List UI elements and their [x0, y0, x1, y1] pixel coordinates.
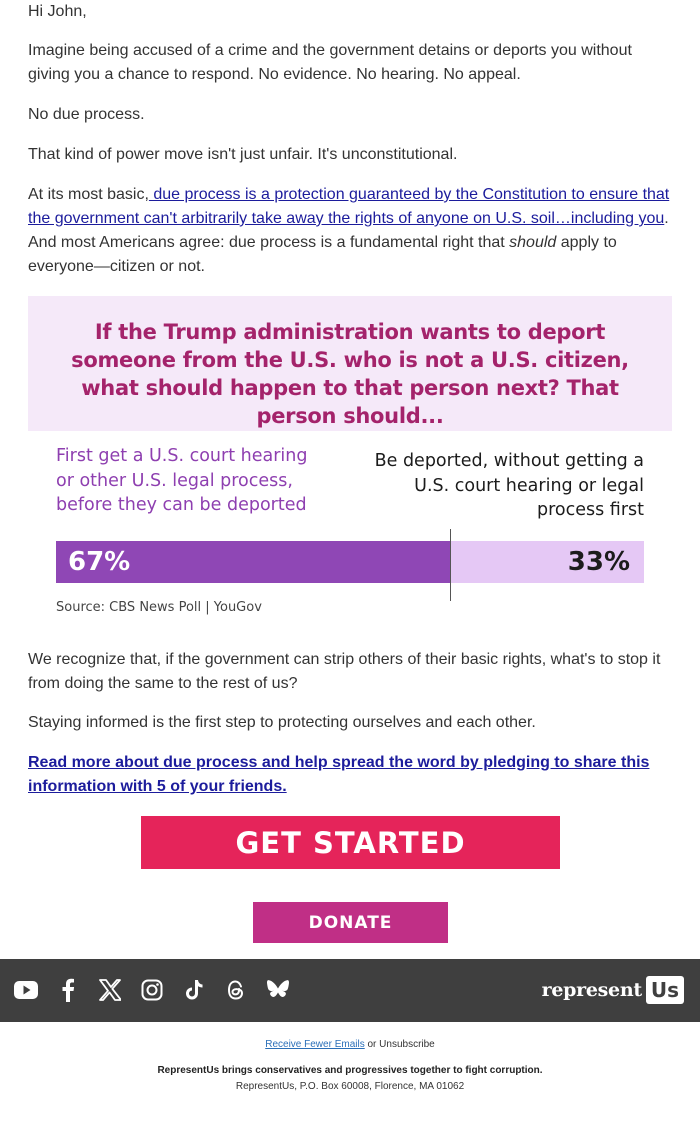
instagram-icon[interactable]: [138, 976, 166, 1004]
logo-word: represent: [541, 979, 642, 1001]
poll-option-hearing: First get a U.S. court hearing or other U.S. legal process, before they can be deported: [56, 446, 308, 515]
unsubscribe-text[interactable]: or Unsubscribe: [364, 1039, 435, 1050]
poll-bar-divider: [450, 529, 451, 601]
get-started-button[interactable]: GET STARTED: [141, 816, 560, 869]
tiktok-icon[interactable]: [180, 976, 208, 1004]
footer-social-bar: [0, 959, 700, 1022]
youtube-icon[interactable]: [12, 976, 40, 1004]
basic-suffix: apply to everyone—citizen or not.: [28, 234, 617, 275]
threads-icon[interactable]: [222, 976, 250, 1004]
poll-option-deported: Be deported, without getting a U.S. court hearing or legal process first: [374, 451, 644, 520]
basic-emphasis: should: [509, 234, 557, 251]
paragraph-imagine: Imagine being accused of a crime and the government detains or deports you without giving you a chance to respond. No evidence. No hearing. No appeal.: [28, 42, 632, 83]
paragraph-no-due-process: No due process.: [28, 106, 145, 123]
email-preferences: [0, 1039, 700, 1050]
greeting: Hi John,: [28, 3, 87, 20]
poll-bar: [56, 541, 644, 583]
paragraph-read-more: [28, 751, 672, 799]
footer-address: RepresentUs, P.O. Box 60008, Florence, MA 01062: [235, 1081, 465, 1092]
paragraph-power-move: That kind of power move isn't just unfair. It's unconstitutional.: [28, 146, 458, 163]
poll-value-hearing: 67%: [68, 547, 131, 577]
bluesky-icon[interactable]: [264, 976, 292, 1004]
footer-tagline: RepresentUs brings conservatives and progressives together to fight corruption.: [157, 1065, 543, 1076]
basic-prefix: At its most basic,: [28, 186, 149, 203]
due-process-link[interactable]: due process is a protection guaranteed by the Constitution to ensure that the government can't arbitrarily take away the rights of anyone on U.S. soil…including you: [28, 186, 670, 227]
donate-button[interactable]: DONATE: [253, 902, 448, 943]
poll-source: Source: CBS News Poll | YouGov: [56, 600, 262, 615]
logo-us-badge: Us: [646, 976, 684, 1004]
basic-mid: . And most Americans agree: due process is a fundamental right that: [28, 210, 669, 251]
x-icon[interactable]: [96, 976, 124, 1004]
receive-fewer-emails-link[interactable]: Receive Fewer Emails: [265, 1039, 365, 1050]
facebook-icon[interactable]: [54, 976, 82, 1004]
representus-logo[interactable]: [542, 973, 684, 1007]
paragraph-staying-informed: Staying informed is the first step to protecting ourselves and each other.: [28, 714, 536, 731]
read-more-link[interactable]: Read more about due process and help spread the word by pledging to share this information with 5 of your friends.: [28, 754, 650, 795]
paragraph-due-process-basic: [28, 183, 676, 279]
poll-question: If the Trump administration wants to deport someone from the U.S. who is not a U.S. citizen, what should happen to that person next? That person should...: [71, 320, 629, 428]
poll-value-deported: 33%: [567, 547, 630, 577]
poll-graphic: [28, 296, 672, 623]
poll-question-panel: [28, 296, 672, 431]
paragraph-recognize: We recognize that, if the government can strip others of their basic rights, what's to stop it from doing the same to the rest of us?: [28, 651, 661, 692]
